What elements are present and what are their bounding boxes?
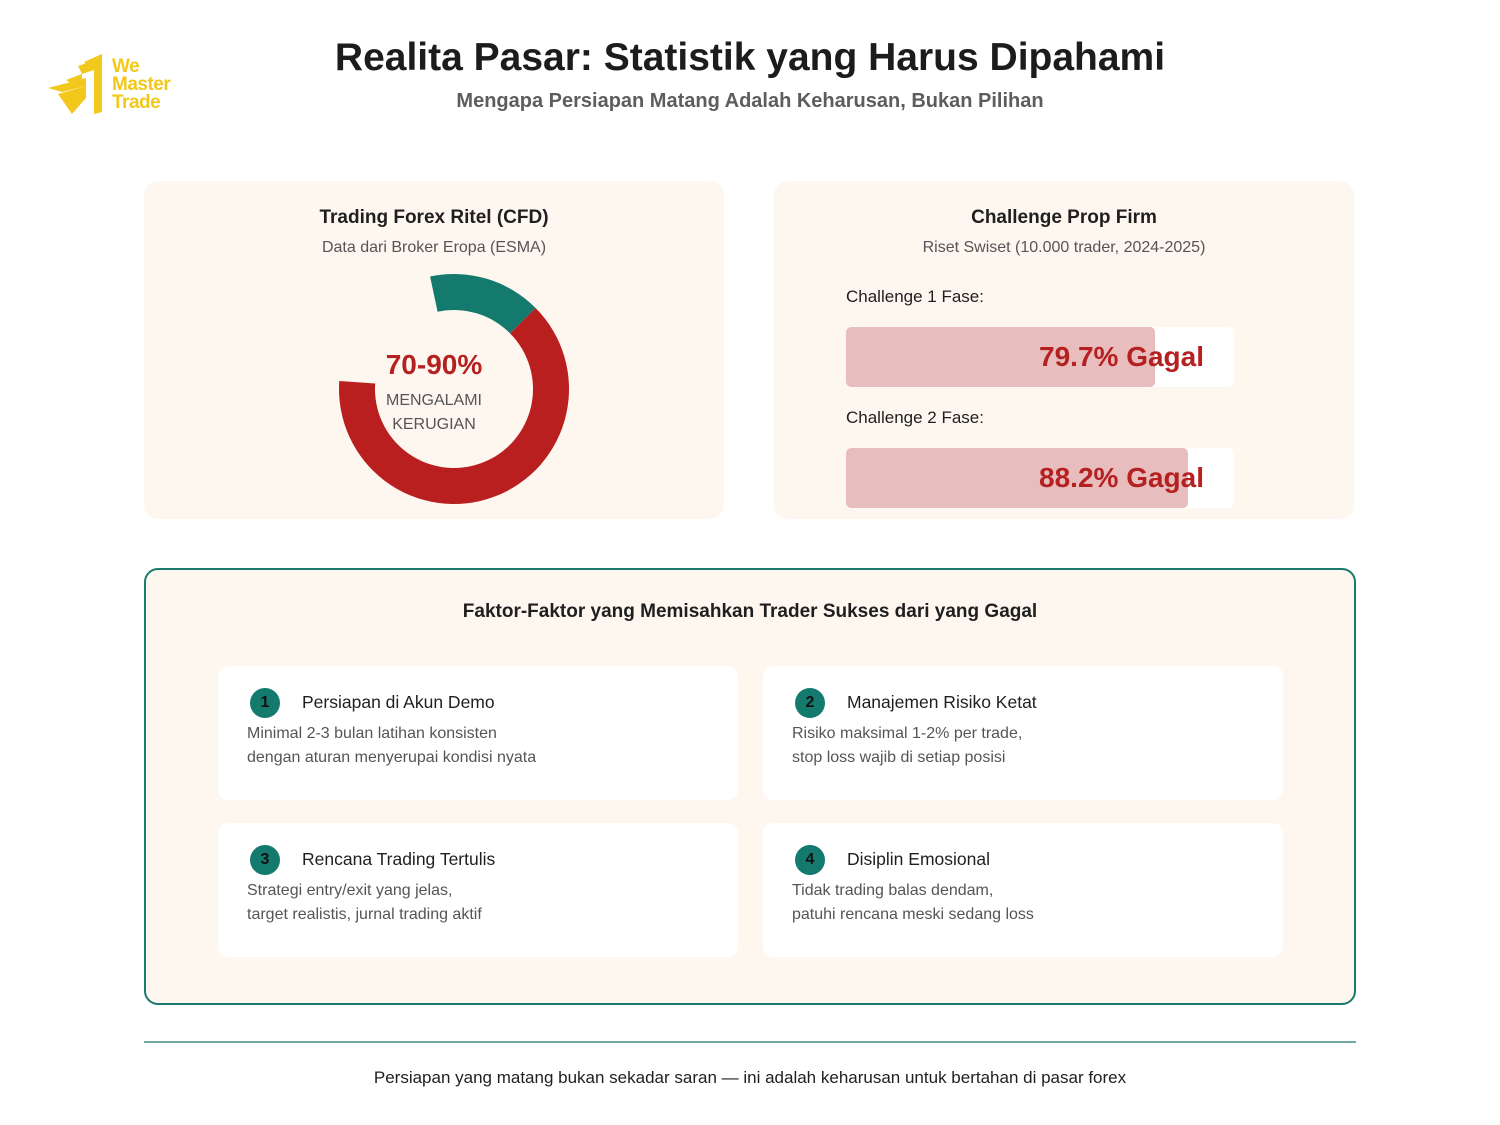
donut-label bbox=[144, 389, 724, 437]
logo-line: We bbox=[112, 56, 140, 77]
page-subtitle: Mengapa Persiapan Matang Adalah Keharusan, Bukan Pilihan bbox=[456, 90, 1044, 112]
card-subtitle: Riset Swiset (10.000 trader, 2024-2025) bbox=[922, 239, 1206, 256]
logo-line: Master bbox=[112, 74, 171, 95]
factor-title: Persiapan di Akun Demo bbox=[302, 692, 495, 712]
factor-number-badge: 4 bbox=[795, 845, 825, 875]
factor-title: Disiplin Emosional bbox=[847, 849, 990, 869]
factor-desc-line: stop loss wajib di setiap posisi bbox=[792, 749, 1006, 766]
factor-card bbox=[763, 823, 1283, 957]
factor-number-badge: 1 bbox=[250, 688, 280, 718]
challenge-bar-label: 88.2% Gagal bbox=[1039, 462, 1204, 493]
challenge-label: Challenge 1 Fase: bbox=[846, 287, 984, 306]
factor-card bbox=[218, 666, 738, 800]
factor-desc-line: target realistis, jurnal trading aktif bbox=[247, 906, 482, 923]
factor-description bbox=[792, 879, 1034, 927]
donut-label-line: KERUGIAN bbox=[392, 416, 476, 433]
challenge-bar-track bbox=[846, 448, 1234, 508]
factor-number-badge: 2 bbox=[795, 688, 825, 718]
donut-label-line: MENGALAMI bbox=[385, 392, 482, 409]
factor-desc-line: Minimal 2-3 bulan latihan konsisten bbox=[247, 725, 497, 742]
card-title: Trading Forex Ritel (CFD) bbox=[319, 207, 549, 228]
factor-desc-line: patuhi rencana meski sedang loss bbox=[792, 906, 1034, 923]
footer-note: Persiapan yang matang bukan sekadar saran — ini adalah keharusan untuk bertahan di pasar forex bbox=[373, 1068, 1127, 1087]
card-title: Challenge Prop Firm bbox=[971, 207, 1157, 228]
factor-description bbox=[247, 722, 536, 770]
factors-panel bbox=[144, 568, 1356, 1005]
factor-desc-line: Strategi entry/exit yang jelas, bbox=[247, 882, 453, 899]
footer-divider bbox=[144, 1041, 1356, 1043]
factor-card bbox=[763, 666, 1283, 800]
factor-desc-line: Tidak trading balas dendam, bbox=[792, 882, 994, 899]
factor-title: Manajemen Risiko Ketat bbox=[847, 692, 1037, 712]
logo-line: Trade bbox=[112, 92, 161, 113]
forex-stat-card bbox=[144, 181, 724, 519]
page-title: Realita Pasar: Statistik yang Harus Dipahami bbox=[334, 36, 1166, 79]
factor-description bbox=[247, 879, 482, 927]
card-subtitle: Data dari Broker Eropa (ESMA) bbox=[321, 239, 547, 256]
factor-description bbox=[792, 722, 1022, 770]
factor-desc-line: Risiko maksimal 1-2% per trade, bbox=[792, 725, 1023, 742]
challenge-bar-track bbox=[846, 327, 1234, 387]
factor-desc-line: dengan aturan menyerupai kondisi nyata bbox=[247, 749, 537, 766]
challenge-bar-label: 79.7% Gagal bbox=[1039, 341, 1204, 372]
factors-title: Faktor-Faktor yang Memisahkan Trader Sukses dari yang Gagal bbox=[462, 601, 1038, 622]
donut-value: 70-90% bbox=[385, 349, 483, 380]
challenge-label: Challenge 2 Fase: bbox=[846, 408, 984, 427]
factor-title: Rencana Trading Tertulis bbox=[302, 849, 496, 869]
prop-firm-card bbox=[774, 181, 1354, 519]
factor-number-badge: 3 bbox=[250, 845, 280, 875]
factor-card bbox=[218, 823, 738, 957]
